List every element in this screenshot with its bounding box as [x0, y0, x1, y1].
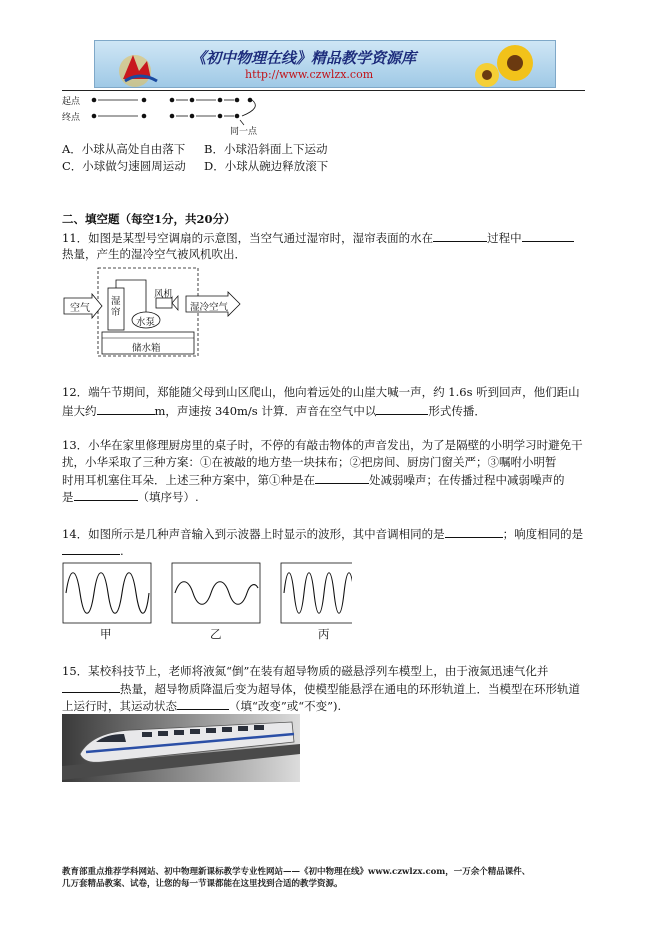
q13-blank-1[interactable] — [315, 472, 369, 484]
q11-text-1: 11．如图是某型号空调扇的示意图，当空气通过湿帘时，湿帘表面的水在 — [62, 231, 434, 245]
waveform-bing-frame — [281, 563, 352, 623]
start-label: 起点 — [62, 97, 81, 107]
banner-title: 《初中物理在线》精品教学资源库 — [191, 49, 417, 67]
q15-blank-2[interactable] — [177, 698, 229, 710]
q15-blank-1[interactable] — [62, 681, 120, 693]
q14-line2 — [62, 543, 124, 559]
q12-text-3: 形式传播． — [428, 404, 486, 418]
fig-pump-label: 水泵 — [136, 317, 156, 328]
banner-url[interactable]: http://www.czwlzx.com — [245, 68, 374, 81]
q13-text-4: （填序号）. — [137, 490, 199, 504]
q15-text-2: 上运行时，其运动状态 — [62, 699, 177, 713]
q13-line1: 13．小华在家里修理厨房里的桌子时，不停的有敲击物体的声音发出，为了是隔壁的小明学习时避免干 — [62, 438, 583, 452]
waveform-jia-frame — [63, 563, 151, 623]
fig-cold-air-label: 湿冷空气 — [190, 302, 229, 313]
q14-text-1: 14．如图所示是几种声音输入到示波器上时显示的波形，其中音调相同的是 — [62, 527, 445, 541]
maglev-train-photo — [62, 714, 300, 782]
fig-fan-label: 风机 — [154, 289, 174, 300]
fig-tank-label: 储水箱 — [132, 343, 161, 354]
q12-line1: 12．端午节期间，郑能随父母到山区爬山，他向着远处的山崖大喊一声，约 1.6s 听到回声，他们距山 — [62, 385, 580, 399]
q11-text-2: 过程中 — [487, 231, 522, 245]
motion-dots-graphic — [62, 94, 282, 134]
fig-air-label: 空气 — [70, 303, 90, 314]
footer-line2: 几万套精品教案、试卷，让您的每一节课都能在这里找到合适的教学资源。 — [62, 879, 343, 889]
q13-line4 — [62, 489, 199, 505]
q13-line3 — [62, 472, 565, 488]
same-point-label: 同一点 — [230, 127, 258, 137]
option-a: A．小球从高处自由落下 — [62, 142, 186, 156]
q14-blank-1[interactable] — [445, 526, 503, 538]
q11-line1 — [62, 230, 574, 246]
option-d: D．小球从碗边释放滚下 — [204, 159, 329, 173]
q14-blank-2[interactable] — [62, 543, 120, 555]
fig-wet-curtain-label: 湿帘 — [111, 296, 121, 318]
option-c: C．小球做匀速圆周运动 — [62, 159, 186, 173]
q15-text-1: 热量，超导物质降温后变为超导体，使模型能悬浮在通电的环形轨道上．当模型在环形轨道 — [120, 682, 580, 696]
q15-line3 — [62, 698, 341, 714]
q13-text-1: 时用耳机塞住耳朵．上述三种方案中，第①种是在 — [62, 473, 315, 487]
q11-blank-2[interactable] — [522, 230, 574, 242]
header-rule — [62, 90, 585, 91]
q13-text-3: 是 — [62, 490, 74, 504]
wave-label-yi: 乙 — [210, 627, 222, 641]
q12-blank-2[interactable] — [376, 403, 428, 415]
q13-line2: 扰，小华采取了三种方案：①在被敲的地方垫一块抹布；②把房间、厨房门窗关严；③嘱咐小明暂 — [62, 455, 557, 469]
q14-text-2: ；响度相同的是 — [502, 527, 584, 541]
wave-label-bing: 丙 — [318, 627, 330, 641]
q12-text-2: m，声速按 340m/s 计算．声音在空气中以 — [154, 404, 377, 418]
q12-text-1: 崖大约 — [62, 404, 97, 418]
end-label: 终点 — [62, 113, 81, 123]
q13-text-2: 处减弱噪声；在传播过程中减弱噪声的 — [369, 473, 565, 487]
wave-label-jia: 甲 — [100, 627, 112, 641]
q14-text-3: . — [120, 544, 124, 558]
q12-blank-1[interactable] — [97, 403, 155, 415]
q11-blank-1[interactable] — [433, 230, 487, 242]
footer-line1: 教育部重点推荐学科网站、初中物理新课标教学专业性网站——《初中物理在线》www.czwlzx.com，一万余个精品课件、 — [62, 867, 531, 877]
q12-line2 — [62, 403, 486, 419]
header-banner — [94, 40, 556, 88]
q15-line2 — [62, 681, 580, 697]
motion-diagram — [62, 94, 282, 137]
section-title: 二、填空题（每空1分，共20分） — [62, 212, 236, 226]
q15-line1: 15．某校科技节上，老师将液氮“倒”在装有超导物质的磁悬浮列车模型上，由于液氮迅速气化并 — [62, 664, 549, 678]
q15-text-3: （填“改变”或“不变”). — [229, 699, 342, 713]
q11-line2: 热量，产生的湿冷空气被风机吹出． — [62, 247, 246, 261]
option-b: B．小球沿斜面上下运动 — [204, 142, 328, 156]
air-cooler-diagram — [62, 266, 242, 360]
q14-line1 — [62, 526, 583, 542]
q13-blank-2[interactable] — [74, 489, 138, 501]
